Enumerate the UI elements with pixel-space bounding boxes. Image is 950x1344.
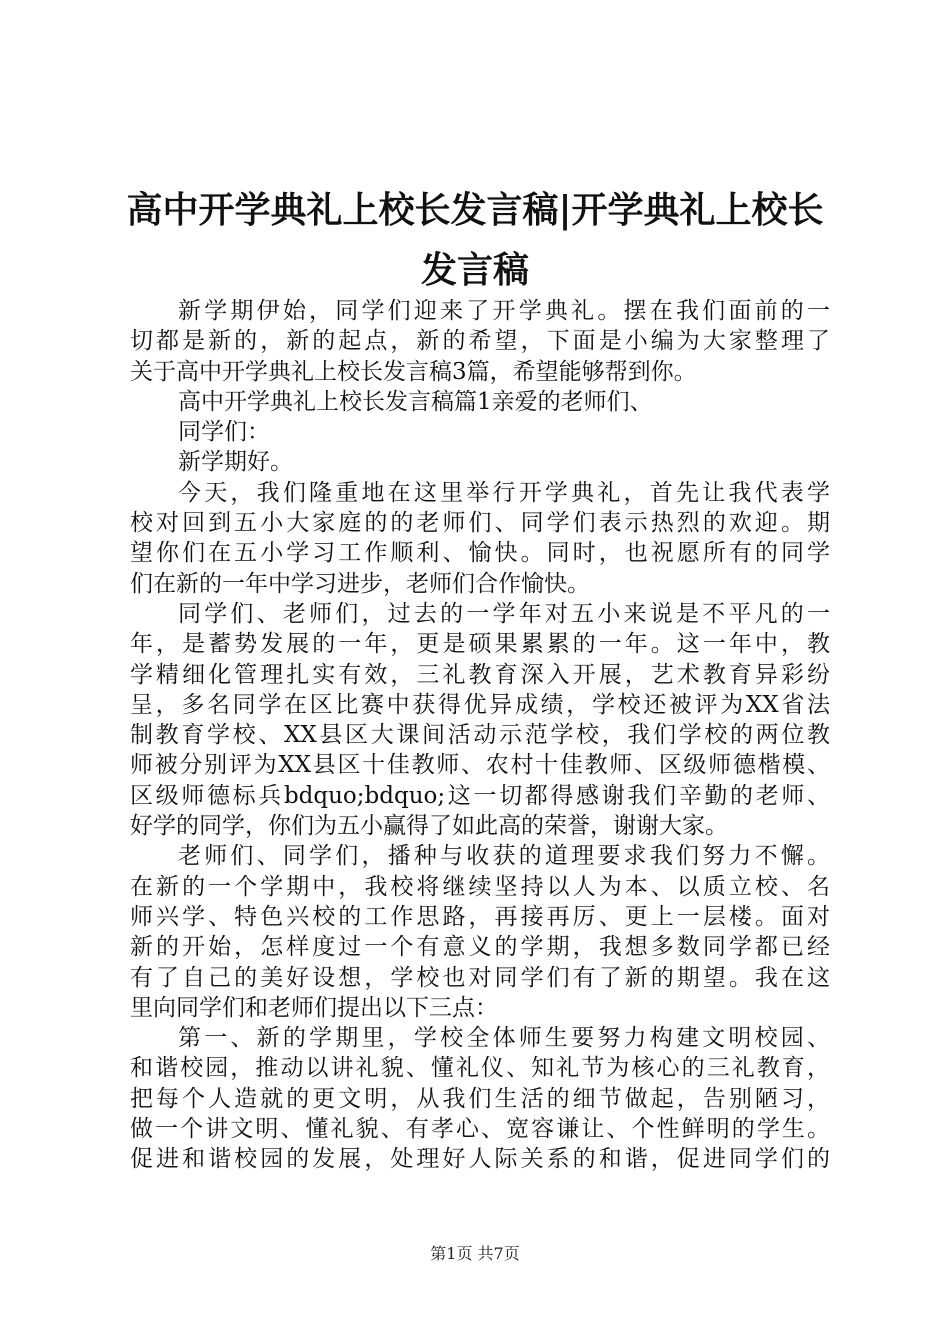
text-line: 同学们、老师们，过去的一学年对五小来说是不平凡的一 xyxy=(178,600,830,627)
text-line: 好学的同学，你们为五小赢得了如此高的荣誉，谢谢大家。 xyxy=(130,813,728,840)
text-line: 学精细化管理扎实有效，三礼教育深入开展，艺术教育异彩纷 xyxy=(130,661,830,688)
text-line: 师兴学、特色兴校的工作思路，再接再厉、更上一层楼。面对 xyxy=(130,903,830,930)
text-line: 和谐校园，推动以讲礼貌、懂礼仪、知礼节为核心的三礼教育， xyxy=(130,1055,830,1082)
text-line: 把每个人造就的更文明，从我们生活的细节做起，告别陋习， xyxy=(130,1085,830,1112)
text-line: 做一个讲文明、懂礼貌、有孝心、宽容谦让、个性鲜明的学生。 xyxy=(130,1116,830,1143)
text-line: 区级师德标兵bdquo;bdquo;这一切都得感谢我们辛勤的老师、 xyxy=(130,782,830,809)
document-body xyxy=(130,296,830,1175)
text-line: 高中开学典礼上校长发言稿篇1亲爱的老师们、 xyxy=(178,388,653,415)
page-footer: 第1页 共7页 xyxy=(430,1244,520,1263)
text-line: 里向同学们和老师们提出以下三点： xyxy=(130,994,498,1021)
text-line: 促进和谐校园的发展，处理好人际关系的和谐，促进同学们的 xyxy=(130,1146,830,1173)
text-line: 新的开始，怎样度过一个有意义的学期，我想多数同学都已经 xyxy=(130,934,830,961)
text-line: 在新的一个学期中，我校将继续坚持以人为本、以质立校、名 xyxy=(130,873,830,900)
text-line: 校对回到五小大家庭的的老师们、同学们表示热烈的欢迎。期 xyxy=(130,510,830,537)
text-line: 新学期好。 xyxy=(178,449,293,476)
text-line: 第一、新的学期里，学校全体师生要努力构建文明校园、 xyxy=(178,1025,830,1052)
text-line: 年，是蓄势发展的一年，更是硕果累累的一年。这一年中，教 xyxy=(130,631,830,658)
text-line: 们在新的一年中学习进步，老师们合作愉快。 xyxy=(130,570,590,597)
text-line: 有了自己的美好设想，学校也对同学们有了新的期望。我在这 xyxy=(130,964,830,991)
text-line: 老师们、同学们，播种与收获的道理要求我们努力不懈。 xyxy=(178,843,830,870)
document-title-line-2: 发言稿 xyxy=(420,249,529,291)
text-line: 呈，多名同学在区比赛中获得优异成绩，学校还被评为XX省法 xyxy=(130,691,830,718)
text-line: 制教育学校、XX县区大课间活动示范学校，我们学校的两位教 xyxy=(130,722,830,749)
text-line: 师被分别评为XX县区十佳教师、农村十佳教师、区级师德楷模、 xyxy=(130,752,830,779)
document-title-line-1: 高中开学典礼上校长发言稿|开学典礼上校长 xyxy=(126,189,824,231)
text-line: 望你们在五小学习工作顺利、愉快。同时，也祝愿所有的同学 xyxy=(130,540,830,567)
text-line: 切都是新的，新的起点，新的希望，下面是小编为大家整理了 xyxy=(130,328,830,355)
text-line: 同学们： xyxy=(178,419,270,446)
text-line: 关于高中开学典礼上校长发言稿3篇，希望能够帮到你。 xyxy=(130,358,697,385)
text-line: 今天，我们隆重地在这里举行开学典礼，首先让我代表学 xyxy=(178,479,830,506)
text-line: 新学期伊始，同学们迎来了开学典礼。摆在我们面前的一 xyxy=(178,298,830,324)
